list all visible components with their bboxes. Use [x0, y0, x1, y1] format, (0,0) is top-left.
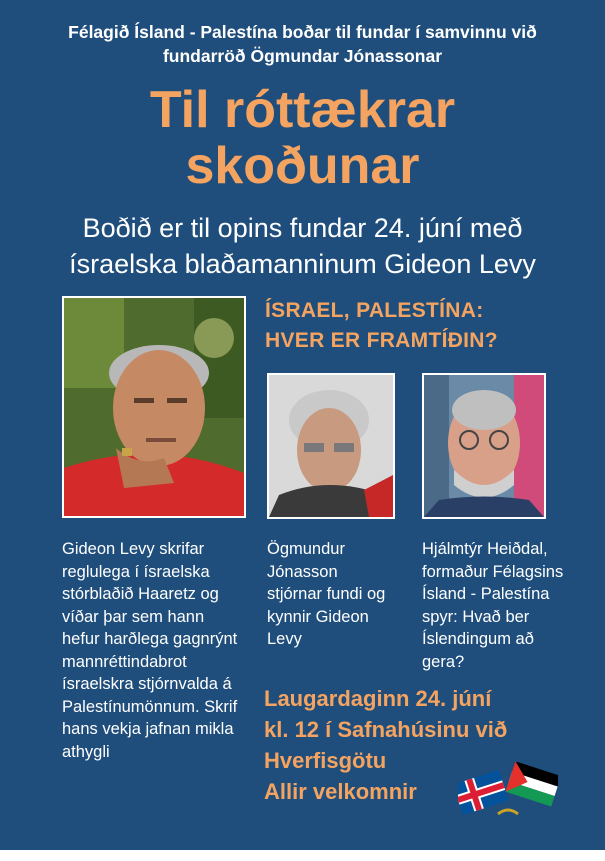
bio-line: spyr: Hvað ber	[422, 607, 530, 626]
subtitle-line-1: Boðið er til opins fundar 24. júní með	[82, 213, 523, 243]
event-welcome: Allir velkomnir	[264, 779, 417, 804]
title-line-2: skoðunar	[185, 137, 420, 195]
bio-line: stjórnar fundi og	[267, 585, 386, 603]
photo-hjalmtyr-heiddal	[422, 373, 546, 519]
subtitle-line-2: ísraelska blaðamanninum Gideon Levy	[69, 249, 536, 279]
bio-line: reglulega í ísraelska	[62, 562, 210, 581]
iceland-palestine-flags-icon	[458, 762, 558, 822]
bio-line: mannréttindabrot	[62, 652, 187, 671]
title	[0, 82, 605, 194]
bio-gideon-levy	[62, 538, 262, 763]
bio-line: kynnir Gideon	[267, 607, 369, 626]
bio-hjalmtyr	[422, 538, 572, 673]
photo-ogmundur-jonasson	[267, 373, 395, 519]
bio-line: gera?	[422, 652, 465, 671]
question-line-2: HVER ER FRAMTÍÐIN?	[265, 329, 498, 352]
bottom-margin	[0, 850, 605, 861]
event-time-place: kl. 12 í Safnahúsinu við	[264, 717, 508, 742]
bio-line: athygli	[62, 742, 110, 761]
question-line-1: ÍSRAEL, PALESTÍNA:	[265, 299, 484, 322]
bio-line: hans vekja jafnan mikla	[62, 720, 234, 738]
bio-line: víðar þar sem hann	[62, 607, 205, 626]
header-line-1: Félagið Ísland - Palestína boðar til fundar í samvinnu við	[68, 22, 537, 42]
bio-line: Hjálmtýr Heiðdal,	[422, 540, 548, 558]
header	[0, 20, 605, 68]
bio-line: Jónasson	[267, 562, 338, 581]
bio-line: hefur harðlega gagnrýnt	[62, 630, 238, 648]
bio-line: formaður Félagsins	[422, 562, 564, 581]
title-line-1: Til róttækrar	[149, 81, 456, 139]
bio-line: Palestínumönnum. Skrif	[62, 697, 238, 716]
bio-line: Levy	[267, 630, 302, 648]
question-heading	[265, 296, 498, 356]
bio-line: Íslendingum að	[422, 630, 534, 648]
photo-gideon-levy	[62, 296, 246, 518]
bio-line: stórblaðið Haaretz og	[62, 585, 219, 603]
bio-ogmundur	[267, 538, 407, 651]
header-line-2: fundarröð Ögmundar Jónassonar	[162, 46, 443, 66]
bio-line: ísraelskra stjórnvalda á	[62, 675, 232, 693]
bio-line: Ögmundur	[267, 540, 345, 558]
bio-line: Ísland - Palestína	[422, 585, 550, 603]
event-street: Hverfisgötu	[264, 748, 387, 773]
subtitle	[0, 210, 605, 282]
event-date: Laugardaginn 24. júní	[264, 686, 492, 711]
bio-line: Gideon Levy skrifar	[62, 540, 205, 558]
